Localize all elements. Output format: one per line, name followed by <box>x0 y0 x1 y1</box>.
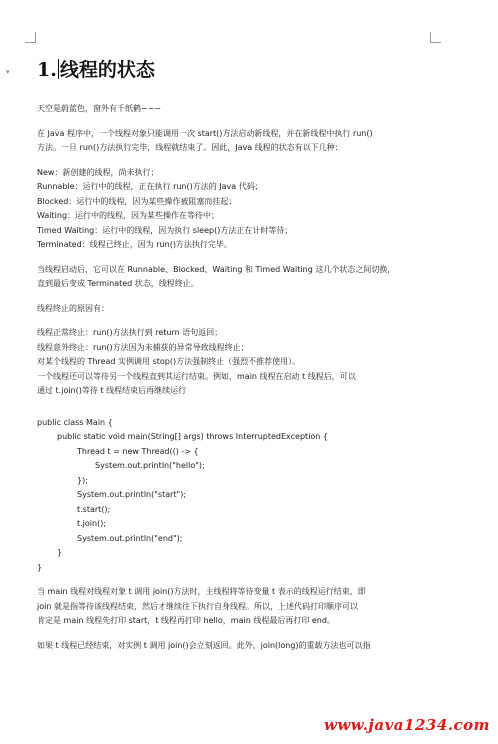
code-line: System.out.println("start"); <box>77 490 187 499</box>
reason-item: 线程正常终止：run()方法执行到 return 语句返回； <box>37 328 223 337</box>
state-item: Terminated：线程已终止，因为 run()方法执行完毕。 <box>37 240 232 249</box>
paragraph-line: 当线程启动后，它可以在 Runnable、Blocked、Waiting 和 Timed Waiting 这几个状态之间切换， <box>37 264 396 274</box>
paragraph-line: 如果 t 线程已经结束，对实例 t 调用 join()会立刻返回。此外，join(long)的重载方法也可以指 <box>37 640 371 650</box>
paragraph-line: 方法。一旦 run()方法执行完毕，线程就结束了。因此，Java 线程的状态有以下几种： <box>37 143 343 152</box>
reason-item: 一个线程还可以等待另一个线程直到其运行结束。例如，main 线程在启动 t 线程后，可以 <box>37 371 356 381</box>
code-line: } <box>57 548 63 557</box>
page-corner-mark-left <box>25 32 36 43</box>
code-block <box>37 416 437 576</box>
page-corner-mark-right <box>430 32 441 43</box>
state-item: New：新创建的线程，尚未执行； <box>37 167 159 177</box>
paragraph-line: 直到最后变成 Terminated 状态，线程终止。 <box>37 279 199 288</box>
paragraph-line: join 就是指等待该线程结束，然后才继续往下执行自身线程。所以，上述代码打印顺序可以 <box>37 601 358 611</box>
code-line: public static void main(String[] args) throws InterruptedException { <box>57 432 329 441</box>
document-page <box>37 56 437 653</box>
heading-title: 线程的状态 <box>59 59 155 81</box>
code-line: } <box>37 562 43 572</box>
heading-number: 1. <box>37 59 57 81</box>
paragraph-line: 线程终止的原因有： <box>37 303 109 313</box>
intro-line: 天空是蔚蓝色，窗外有千纸鹤~~~ <box>37 104 162 113</box>
reason-item: 对某个线程的 Thread 实例调用 stop()方法强制终止（强烈不推荐使用）。 <box>37 357 301 366</box>
paragraph-line: 肯定是 main 线程先打印 start，t 线程再打印 hello，main 线程最后再打印 end。 <box>37 616 335 625</box>
code-line: }); <box>77 475 88 485</box>
state-item: Timed Waiting：运行中的线程，因为执行 sleep()方法正在计时等待； <box>37 225 293 235</box>
section-heading <box>37 56 437 84</box>
code-line: Thread t = new Thread(() -> { <box>77 446 199 456</box>
collapse-arrow-icon[interactable]: ▾ <box>6 68 10 76</box>
state-item: Waiting：运行中的线程，因为某些操作在等待中； <box>37 211 220 220</box>
reason-item: 通过 t.join()等待 t 线程结束后再继续运行 <box>37 386 187 395</box>
site-watermark: www.java1234.com <box>323 716 490 734</box>
reason-item: 线程意外终止：run()方法因为未捕获的异常导致线程终止； <box>37 342 249 352</box>
code-line: System.out.println("end"); <box>77 533 183 543</box>
state-item: Runnable：运行中的线程，正在执行 run()方法的 Java 代码； <box>37 182 263 191</box>
paragraph-line: 当 main 线程对线程对象 t 调用 join()方法时，主线程将等待变量 t 表示的线程运行结束，即 <box>37 587 366 596</box>
paragraph-line: 在 Java 程序中，一个线程对象只能调用一次 start()方法启动新线程，并在新线程中执行 run() <box>37 128 373 138</box>
state-item: Blocked：运行中的线程，因为某些操作被阻塞而挂起； <box>37 196 237 206</box>
code-line: t.start(); <box>77 504 111 514</box>
code-line: System.out.println("hello"); <box>95 461 205 470</box>
code-line: public class Main { <box>37 417 113 427</box>
code-line: t.join(); <box>77 519 107 528</box>
text-cursor <box>58 59 59 79</box>
